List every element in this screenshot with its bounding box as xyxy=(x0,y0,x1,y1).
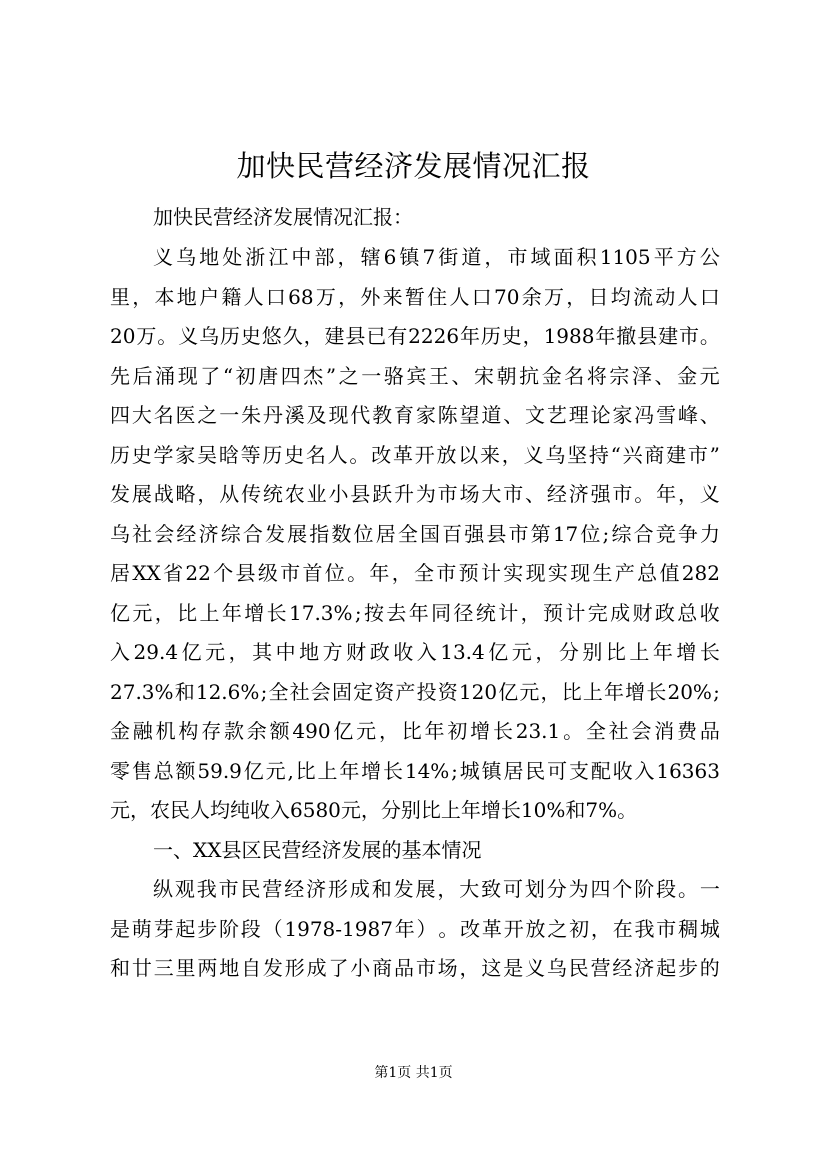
paragraph1-line: 20 万 。 义 乌 历 史 悠 久 ， 建 县 已 有 2226 年 历 史 ， 1988 年 撤 县 建 市 。 xyxy=(110,324,720,348)
paragraph1-line: 零 售 总 额 59.9 亿 元 , 比 上 年 增 长 14% ; 城 镇 居 民 可 支 配 收 入 16363 xyxy=(110,758,720,783)
section-heading: 一、XX县区民营经济发展的基本情况 xyxy=(153,837,482,862)
document-title: 加快民营经济发展情况汇报 xyxy=(236,149,591,183)
paragraph1-line: 四 大 名 医 之 一 朱 丹 溪 及 现 代 教 育 家 陈 望 道 、 文 艺 理 论 家 冯 雪 峰 、 xyxy=(110,403,720,427)
paragraph1-line: 义 乌 地 处 浙 江 中 部 ， 辖 6 镇 7 街 道 ， 市 域 面 积 1105 平 方 公 xyxy=(153,245,720,269)
paragraph1-line: 元，农民人均纯收入6580元，分别比上年增长10%和7%。 xyxy=(110,798,638,822)
paragraph1-line: 居 XX 省 22 个 县 级 市 首 位 。 年 ， 全 市 预 计 实 现 实 现 生 产 总 值 282 xyxy=(110,561,720,585)
paragraph1-line: 金 融 机 构 存 款 余 额 490 亿 元 ， 比 年 初 增 长 23.1 。 全 社 会 消 费 品 xyxy=(110,719,720,743)
paragraph1-line: 27.3% 和 12.6% ; 全 社 会 固 定 资 产 投 资 120 亿 元 ， 比 上 年 增 长 20% ; xyxy=(110,679,720,704)
paragraph1-line: 乌 社 会 经 济 综 合 发 展 指 数 位 居 全 国 百 强 县 市 第 17 位 ; 综 合 竞 争 力 xyxy=(110,521,720,546)
paragraph1-line: 先 后 涌 现 了 “ 初 唐 四 杰 ” 之 一 骆 宾 王 、 宋 朝 抗 金 名 将 宗 泽 、 金 元 xyxy=(110,363,720,388)
paragraph1-line: 发 展 战 略 ， 从 传 统 农 业 小 县 跃 升 为 市 场 大 市 、 经 济 强 市 。 年 ， 义 xyxy=(110,482,720,506)
paragraph1-line: 历 史 学 家 吴 晗 等 历 史 名 人 。 改 革 开 放 以 来 ， 义 乌 坚 持 “ 兴 商 建 市 ” xyxy=(110,442,720,467)
paragraph1-line: 入 29.4 亿 元 ， 其 中 地 方 财 政 收 入 13.4 亿 元 ， 分 别 比 上 年 增 长 xyxy=(110,640,720,664)
paragraph1-line: 亿 元 ， 比 上 年 增 长 17.3% ; 按 去 年 同 径 统 计 ， 预 计 完 成 财 政 总 收 xyxy=(110,600,720,625)
paragraph2-line: 纵 观 我 市 民 营 经 济 形 成 和 发 展 ， 大 致 可 划 分 为 四 个 阶 段 。 一 xyxy=(153,877,720,901)
intro-line: 加快民营经济发展情况汇报： xyxy=(153,205,413,229)
paragraph2-line: 和 廿 三 里 两 地 自 发 形 成 了 小 商 品 市 场 ， 这 是 义 乌 民 营 经 济 起 步 的 xyxy=(110,956,720,980)
page-footer: 第1页 共1页 xyxy=(374,1065,453,1081)
document-body xyxy=(110,238,720,989)
paragraph2-line: 是 萌 芽 起 步 阶 段 （ 1978-1987 年 ） 。 改 革 开 放 之 初 ， 在 我 市 稠 城 xyxy=(110,916,720,941)
paragraph1-line: 里 ， 本 地 户 籍 人 口 68 万 ， 外 来 暂 住 人 口 70 余 万 ， 日 均 流 动 人 口 xyxy=(110,284,720,309)
